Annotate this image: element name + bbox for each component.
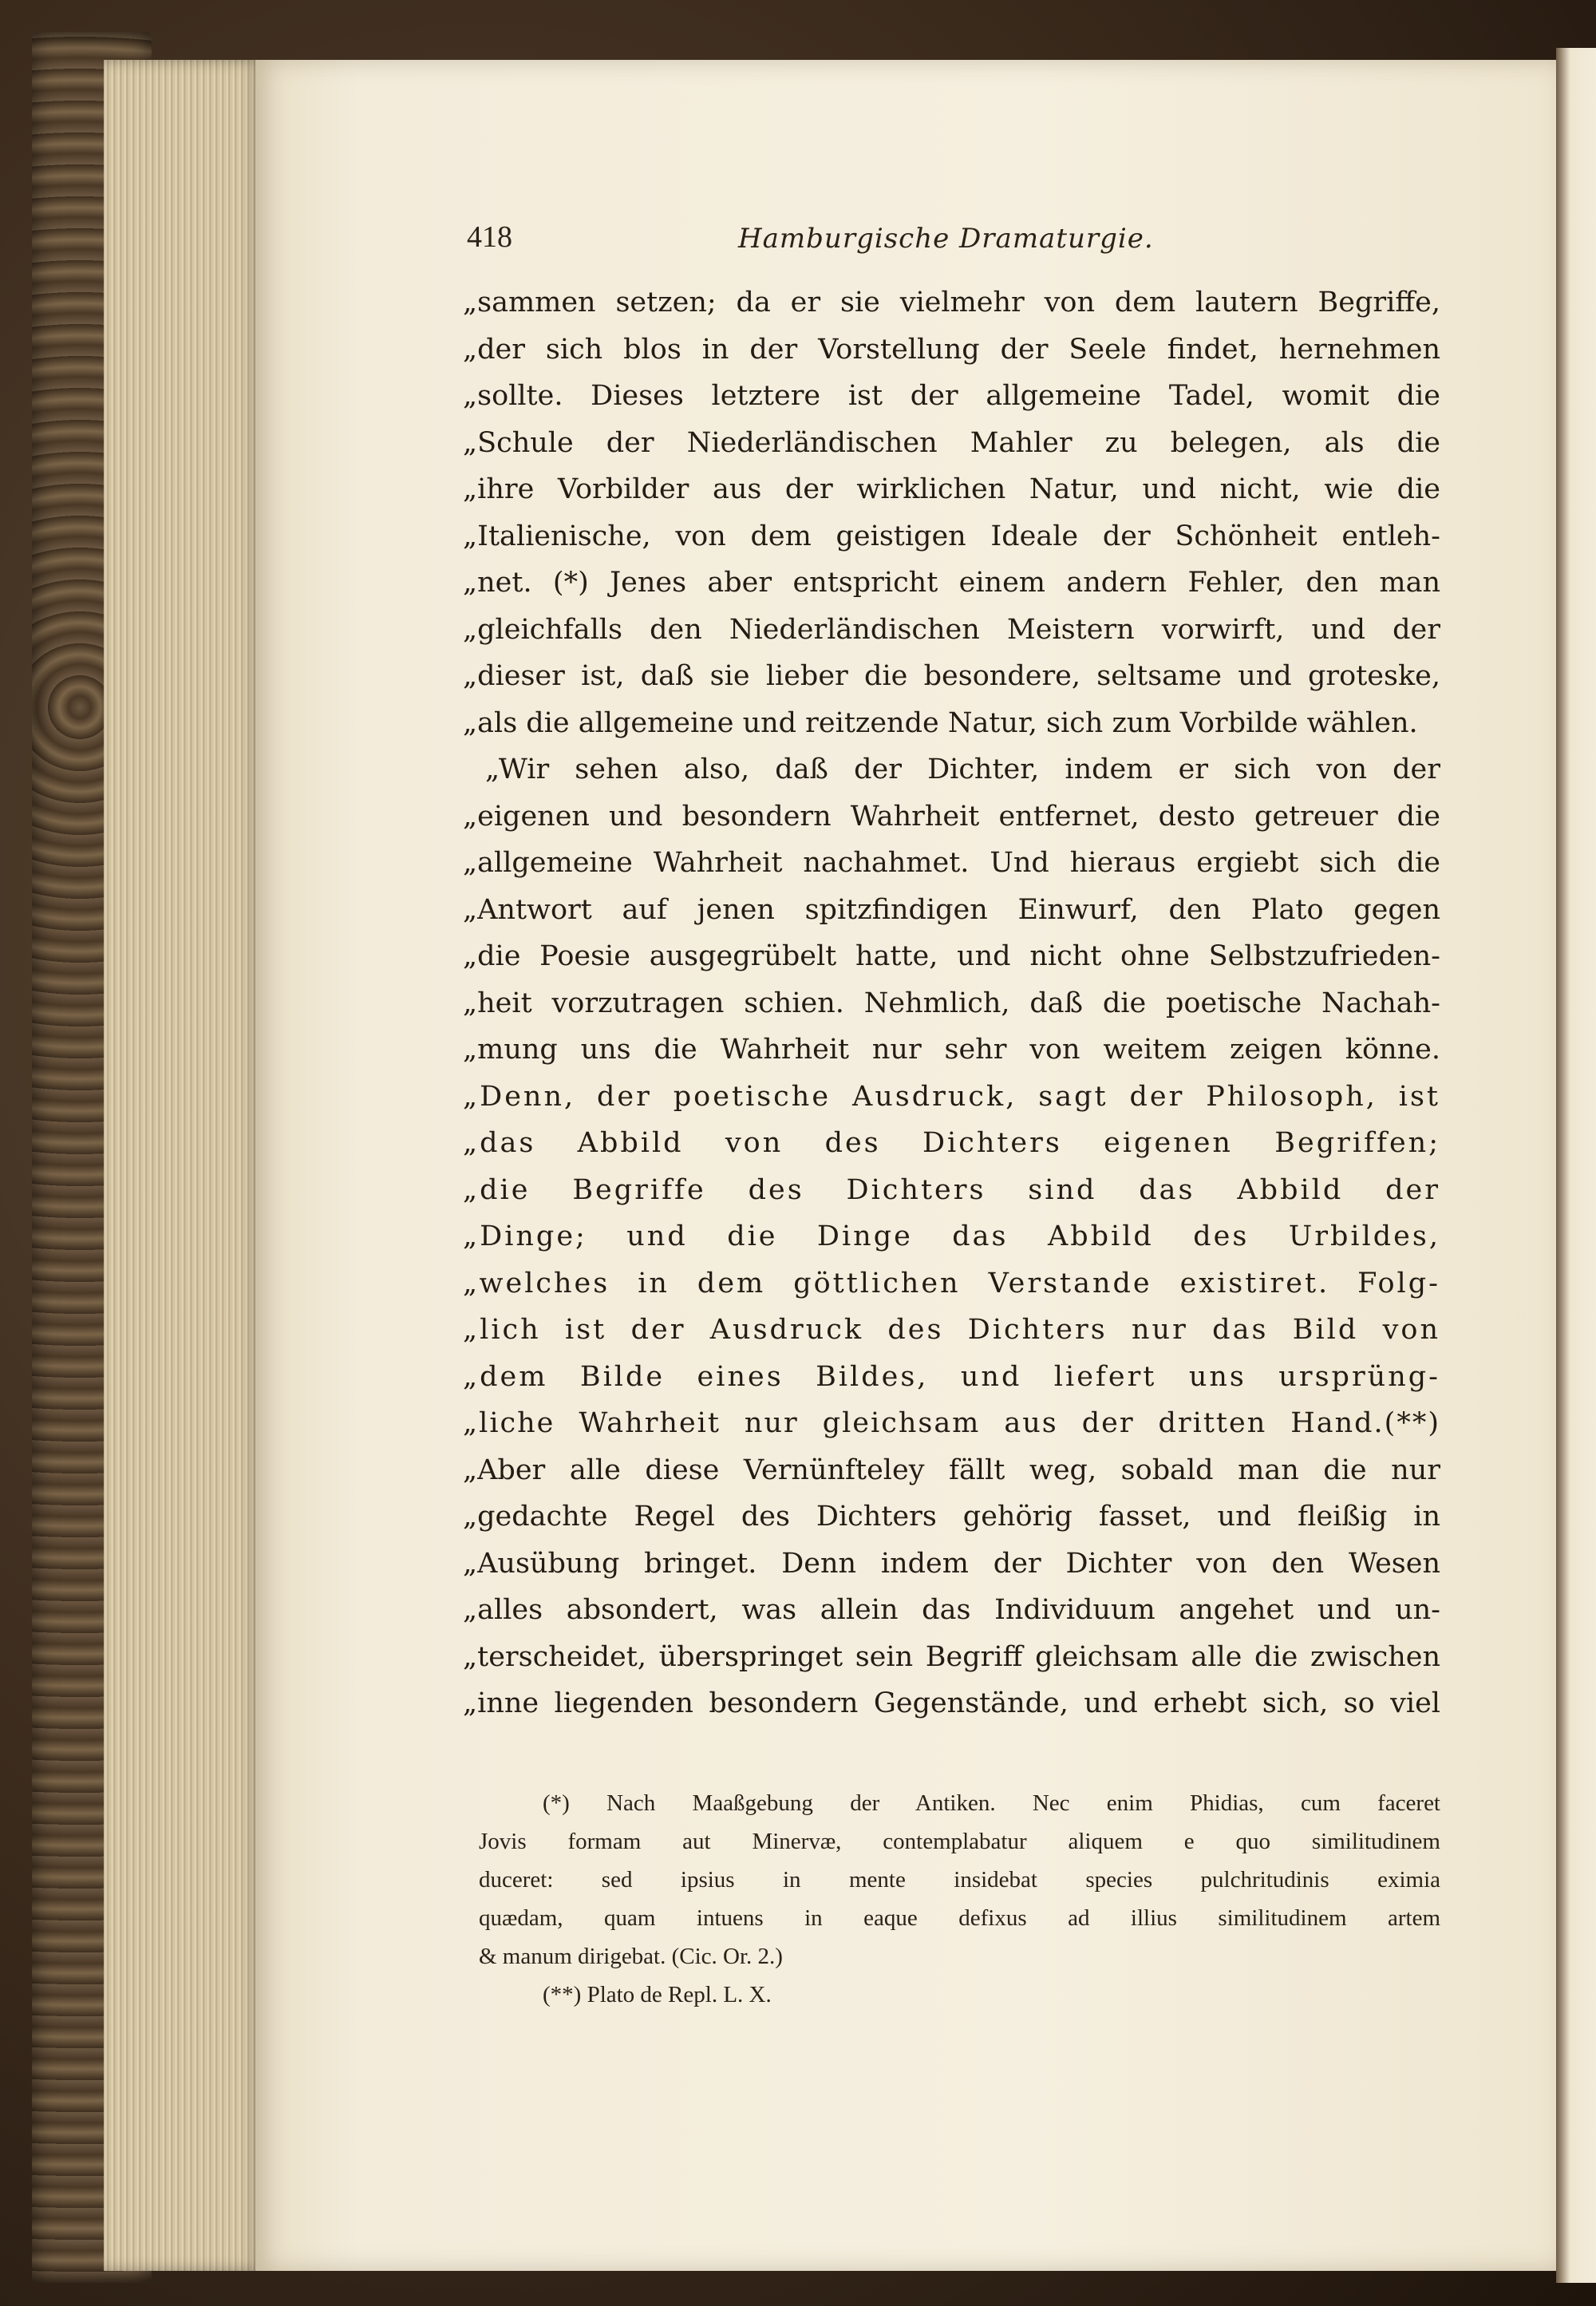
page-number: 418 [467,220,512,254]
footnote-line: & manum dirigebat. (Cic. Or. 2.) [479,1944,783,1969]
text-line: „Aber alle diese Vernünfteley fällt weg, sobald man die nur [463,1454,1440,1486]
page-edges [104,60,263,2271]
footnote-line: duceret: sed ipsius in mente insidebat species pulchritudinis eximia [479,1867,1440,1893]
footnote-line: Jovis formam aut Minervæ, contemplabatur aliquem e quo similitudinem [479,1829,1440,1854]
footnote-line: quædam, quam intuens in eaque defixus ad illius similitudinem artem [479,1905,1440,1931]
footnote-line: (*) Nach Maaßgebung der Antiken. Nec enim Phidias, cum faceret [543,1790,1440,1816]
running-head: Hamburgische Dramaturgie. [738,223,1154,255]
footnote-line: (**) Plato de Repl. L. X. [543,1982,772,2007]
text-line: „ihre Vorbilder aus der wirklichen Natur, und nicht, wie die [463,473,1440,505]
text-line: „gedachte Regel des Dichters gehörig fasset, und fleißig in [463,1501,1440,1533]
text-line: „terscheidet, überspringet sein Begriff gleichsam alle die zwischen [463,1640,1440,1673]
text-line: „Ausübung bringet. Denn indem der Dichter von den Wesen [463,1547,1440,1580]
text-line: „die Poesie ausgegrübelt hatte, und nicht ohne Selbstzufrieden- [463,940,1440,972]
facing-page-edge [1556,48,1596,2283]
text-line: „inne liegenden besondern Gegenstände, und erhebt sich, so viel [463,1687,1440,1719]
body-text [463,279,1440,1727]
text-line: „allgemeine Wahrheit nachahmet. Und hieraus ergiebt sich die [463,847,1440,879]
text-line: „sammen setzen; da er sie vielmehr von dem lautern Begriffe, [463,287,1440,318]
text-line: „die Begriffe des Dichters sind das Abbild der [463,1173,1440,1206]
text-line: „dieser ist, daß sie lieber die besondere, seltsame und groteske, [463,660,1440,692]
text-line: „welches in dem göttlichen Verstande existiret. Folg- [463,1267,1440,1299]
text-line: „alles absondert, was allein das Individuum angehet und un- [463,1594,1440,1626]
footnotes [479,1784,1440,2014]
text-line: „gleichfalls den Niederländischen Meistern vorwirft, und der [463,613,1440,646]
text-line: „Denn, der poetische Ausdruck, sagt der Philosoph, ist [463,1080,1440,1113]
text-line: „mung uns die Wahrheit nur sehr von weitem zeigen könne. [463,1034,1440,1066]
text-line: „Antwort auf jenen spitzfindigen Einwurf, den Plato gegen [463,893,1440,926]
text-line: „Wir sehen also, daß der Dichter, indem er sich von der [485,754,1440,785]
text-line: „lich ist der Ausdruck des Dichters nur das Bild von [463,1314,1440,1346]
text-line: „als die allgemeine und reitzende Natur, sich zum Vorbilde wählen. [463,706,1418,739]
text-line: „net. (*) Jenes aber entspricht einem andern Fehler, den man [463,567,1440,599]
text-line: „eigenen und besondern Wahrheit entfernet, desto getreuer die [463,800,1440,833]
page-header [467,220,1440,267]
text-line: „liche Wahrheit nur gleichsam aus der dritten Hand.(**) [463,1407,1440,1439]
text-line: „dem Bilde eines Bildes, und liefert uns ursprüng- [463,1360,1440,1393]
text-line: „das Abbild von des Dichters eigenen Begriffen; [463,1127,1440,1159]
text-line: „heit vorzutragen schien. Nehmlich, daß die poetische Nachah- [463,987,1440,1019]
text-line: „Dinge; und die Dinge das Abbild des Urbildes, [463,1220,1440,1252]
text-line: „sollte. Dieses letztere ist der allgemeine Tadel, womit die [463,380,1440,412]
text-line: „der sich blos in der Vorstellung der Seele findet, hernehmen [463,333,1440,366]
text-line: „Schule der Niederländischen Mahler zu belegen, als die [463,426,1440,459]
text-line: „Italienische, von dem geistigen Ideale der Schönheit entleh- [463,520,1440,552]
